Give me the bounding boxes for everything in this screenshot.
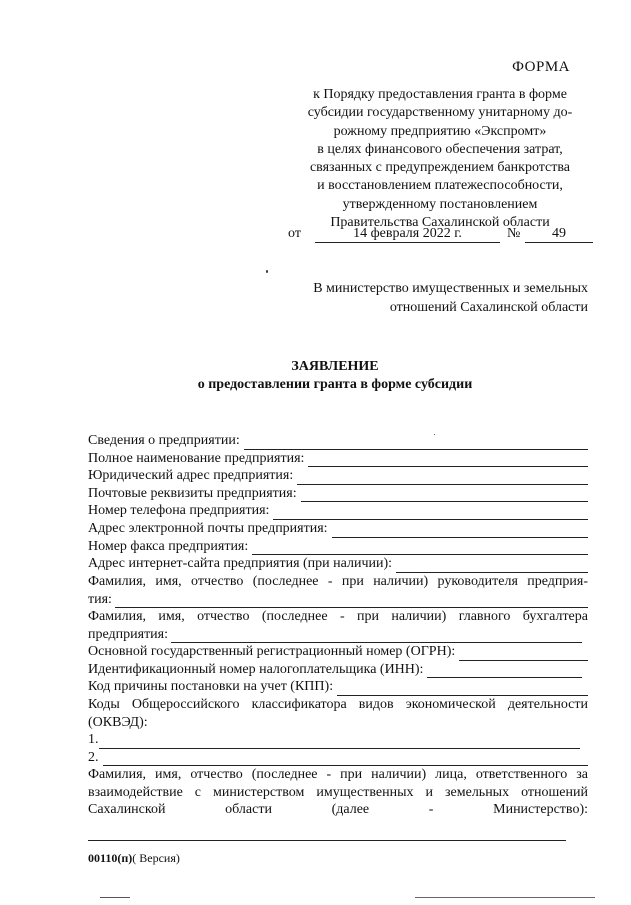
blank-line [396,559,588,573]
blank-line [459,647,588,661]
scan-edge-mark [415,897,595,898]
list-number: 2. [88,749,99,765]
field-label: Коды Общероссийского классификатора видов экономической деятельности [88,696,588,712]
field-kpp [88,678,588,696]
field-director [88,573,588,591]
resolution-date: 14 февраля 2022 г. [315,226,500,243]
field-label: взаимодействие с министерством имущественных и земельных отношений [88,784,588,800]
blank-line [427,664,582,678]
addressee-line: отношений Сахалинской области [389,300,588,315]
field-label: Адрес электронной почты предприятия: [88,520,328,536]
title-main: ЗАЯВЛЕНИЕ [291,359,379,374]
field-accountant-cont [88,626,588,644]
field-accountant [88,608,588,626]
field-info [88,432,588,450]
approval-line: в целях финансового обеспечения затрат, [317,141,563,157]
approval-line: рожному предприятию «Экспромт» [333,123,547,139]
blank-line [308,453,588,467]
okved-item-1 [88,731,588,749]
field-label: Сахалинской области (далее - Министерство): [88,802,588,818]
field-full-name [88,450,588,468]
date-prefix: от [288,226,301,241]
field-website [88,555,588,573]
field-label: Идентификационный номер налогоплательщика (ИНН): [88,661,424,677]
approval-line: Правительства Сахалинской области [330,215,550,231]
application-fields [88,432,588,841]
field-legal-address [88,467,588,485]
field-label: тия: [88,591,112,607]
blank-line [297,471,588,485]
blank-line [171,629,582,643]
field-label: Номер телефона предприятия: [88,503,270,519]
field-label: Почтовые реквизиты предприятия: [88,485,297,501]
field-director-cont [88,590,588,608]
okved-item-2 [88,749,588,767]
blank-line [301,488,588,502]
field-label: Фамилия, имя, отчество (последнее - при наличии) главного бухгалтера [88,608,588,624]
field-label: Основной государственный регистрационный номер (ОГРН): [88,644,456,660]
form-code-number: 00110(п) [88,851,133,865]
field-postal [88,485,588,503]
approval-line: связанных с предупреждением банкротства [309,160,571,176]
field-label: Фамилия, имя, отчество (последнее - при наличии) лица, ответственного за [88,767,588,783]
field-fax [88,538,588,556]
field-label: Код причины постановки на учет (КПП): [88,679,334,695]
scan-edge-mark [100,897,130,898]
blank-line [337,682,588,696]
form-label: ФОРМА [512,59,570,75]
blank-line [332,524,588,538]
document-title [140,358,530,394]
field-email [88,520,588,538]
approval-line: утвержденному постановлением [342,196,538,212]
blank-line [115,594,588,608]
field-responsible [88,766,588,819]
approval-line: субсидии государственному унитарному до- [307,105,573,121]
blank-line [99,735,581,749]
field-ogrn [88,643,588,661]
scan-speck [434,434,435,435]
field-phone [88,502,588,520]
approval-line: к Порядку предоставления гранта в форме [313,87,567,102]
field-label: Сведения о предприятии: [88,433,240,448]
field-okved [88,696,588,714]
blank-line [88,823,566,841]
list-number: 1. [88,732,99,748]
blank-line [244,436,588,450]
number-prefix: № [507,226,521,241]
approval-note [284,86,596,232]
field-okved-cont [88,714,588,732]
scan-speck [266,270,268,273]
field-label: Юридический адрес предприятия: [88,468,294,484]
blank-line [103,752,589,766]
blank-line [273,506,588,520]
addressee-line: В министерство имущественных и земельных [313,281,588,296]
field-label: (ОКВЭД): [88,714,148,730]
form-version: ( Версия) [132,851,180,865]
title-sub: о предоставлении гранта в форме субсидии [197,377,473,392]
approval-line: и восстановлением платежеспособности, [317,178,563,194]
field-label: Адрес интернет-сайта предприятия (при наличии): [88,556,393,572]
field-label: Полное наименование предприятия: [88,450,305,466]
blank-line [252,541,588,555]
addressee [280,279,588,317]
field-label: Фамилия, имя, отчество (последнее - при наличии) руководителя предприя- [88,573,588,589]
resolution-date-row [288,226,608,244]
field-label: Номер факса предприятия: [88,538,249,554]
resolution-number: 49 [525,226,593,243]
form-code [88,851,180,866]
field-inn [88,661,588,679]
field-label: предприятия: [88,627,169,643]
